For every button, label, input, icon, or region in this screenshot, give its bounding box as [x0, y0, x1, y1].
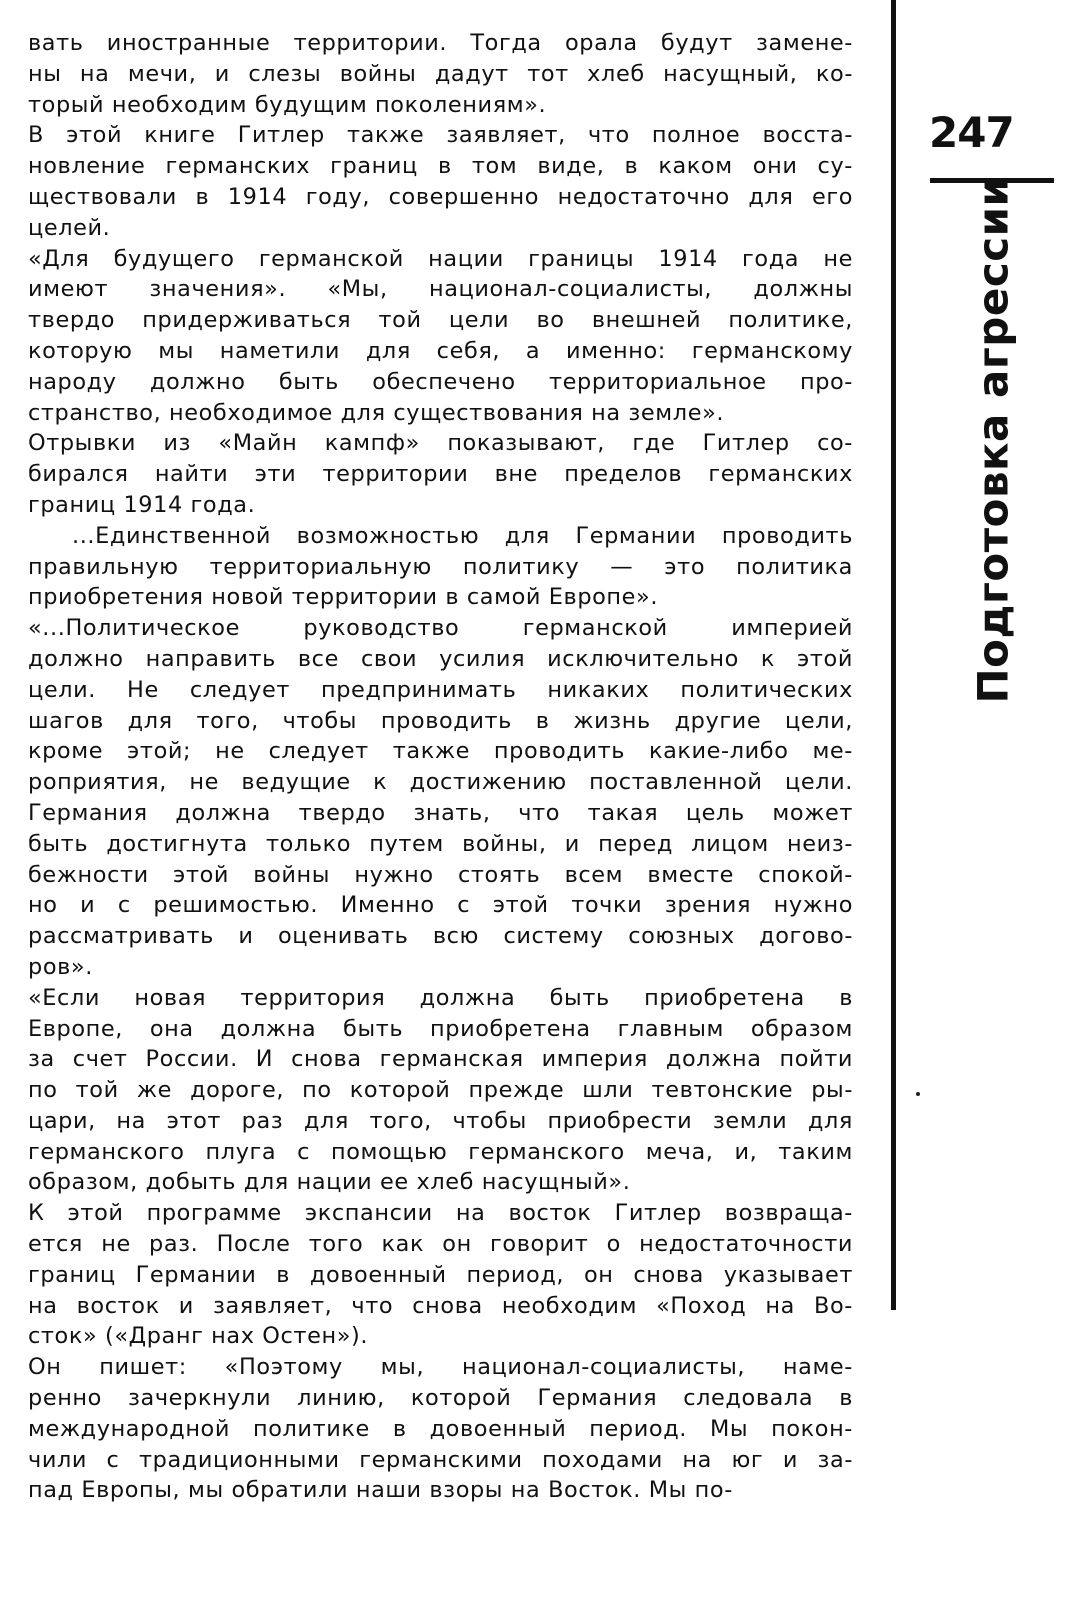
text-line: странство, необходимое для существования на земле». [28, 399, 725, 426]
text-line: целей. [28, 214, 111, 241]
text-line: по той же дороге, по которой прежде шли тевтонские ры- [28, 1077, 853, 1104]
text-line: Европе, она должна быть приобретена главным образом [28, 1015, 853, 1042]
text-line: ...Единственной возможностью для Германии проводить [72, 522, 853, 549]
paragraph [28, 1198, 853, 1352]
paragraph [28, 521, 853, 613]
text-line: ществовали в 1914 году, совершенно недостаточно для его [28, 183, 853, 210]
text-line: быть достигнута только путем войны, и перед лицом неиз- [28, 830, 853, 857]
text-line: бежности этой войны нужно стоять всем вместе спокой- [28, 861, 853, 888]
text-line: народу должно быть обеспечено территориальное про- [28, 368, 853, 395]
page-number: 247 [929, 108, 1014, 157]
text-line: новление германских границ в том виде, в каком они су- [28, 153, 853, 180]
text-line: цели. Не следует предпринимать никаких политических [28, 676, 853, 703]
text-line: на восток и заявляет, что снова необходим «Поход на Во- [28, 1292, 853, 1319]
text-line: цари, на этот раз для того, чтобы приобрести земли для [28, 1107, 853, 1134]
text-line: правильную территориальную политику — это политика [28, 553, 853, 580]
running-head-text: Подготовка агрессии [968, 176, 1018, 704]
text-line: Германия должна твердо знать, что такая цель может [28, 799, 853, 826]
text-line: бирался найти эти территории вне пределов германских [28, 461, 853, 488]
text-line: кроме этой; не следует также проводить какие-либо ме- [28, 738, 853, 765]
text-line: границ 1914 года. [28, 491, 256, 518]
text-line: международной политике в довоенный период. Мы покон- [28, 1415, 853, 1442]
text-line: но и с решимостью. Именно с этой точки зрения нужно [28, 892, 853, 919]
text-line: «Если новая территория должна быть приобретена в [28, 984, 853, 1011]
text-line: Отрывки из «Майн кампф» показывают, где Гитлер со- [28, 430, 853, 457]
text-line: «...Политическое руководство германской империей [28, 615, 853, 642]
text-line: ров». [28, 953, 93, 980]
body-text [28, 28, 853, 1506]
text-line: чили с традиционными германскими походами на юг и за- [28, 1446, 853, 1473]
print-speck [916, 1092, 920, 1096]
paragraph [28, 244, 853, 429]
paragraph [28, 120, 853, 243]
text-line: ется не раз. После того как он говорит о недостаточности [28, 1231, 853, 1258]
text-line: которую мы наметили для себя, а именно: германскому [28, 337, 853, 364]
text-line: торый необходим будущим поколениям». [28, 91, 547, 118]
text-line: вать иностранные территории. Тогда орала будут замене- [28, 30, 853, 56]
text-line: пад Европы, мы обратили наши взоры на Восток. Мы по- [28, 1477, 733, 1504]
text-line: ренно зачеркнули линию, которой Германия следовала в [28, 1385, 853, 1412]
vertical-rule [891, 0, 896, 1310]
text-line: К этой программе экспансии на восток Гитлер возвраща- [28, 1200, 853, 1227]
text-line: твердо придерживаться той цели во внешней политике, [28, 307, 853, 334]
text-line: образом, добыть для нации ее хлеб насущный». [28, 1169, 631, 1196]
text-line: приобретения новой территории в самой Европе». [28, 584, 659, 611]
text-line: роприятия, не ведущие к достижению поставленной цели. [28, 769, 853, 796]
paragraph [28, 428, 853, 520]
text-line: рассматривать и оценивать всю систему союзных догово- [28, 923, 853, 950]
text-line: имеют значения». «Мы, национал-социалисты, должны [28, 276, 853, 303]
paragraph [28, 613, 853, 983]
paragraph [28, 983, 853, 1199]
text-line: шагов для того, чтобы проводить в жизнь другие цели, [28, 707, 853, 734]
text-line: границ Германии в довоенный период, он снова указывает [28, 1261, 853, 1288]
text-line: «Для будущего германской нации границы 1914 года не [28, 245, 853, 272]
text-line: должно направить все свои усилия исключительно к этой [28, 645, 853, 672]
text-line: германского плуга с помощью германского меча, и, таким [28, 1138, 853, 1165]
paragraph [28, 28, 853, 120]
text-line: В этой книге Гитлер также заявляет, что полное восста- [28, 122, 853, 149]
text-line: Он пишет: «Поэтому мы, национал-социалисты, наме- [28, 1354, 853, 1381]
paragraph [28, 1352, 853, 1506]
text-line: за счет России. И снова германская империя должна пойти [28, 1046, 853, 1073]
text-line: ны на мечи, и слезы войны дадут тот хлеб насущный, ко- [28, 60, 853, 87]
text-line: сток» («Дранг нах Остен»). [28, 1323, 369, 1350]
